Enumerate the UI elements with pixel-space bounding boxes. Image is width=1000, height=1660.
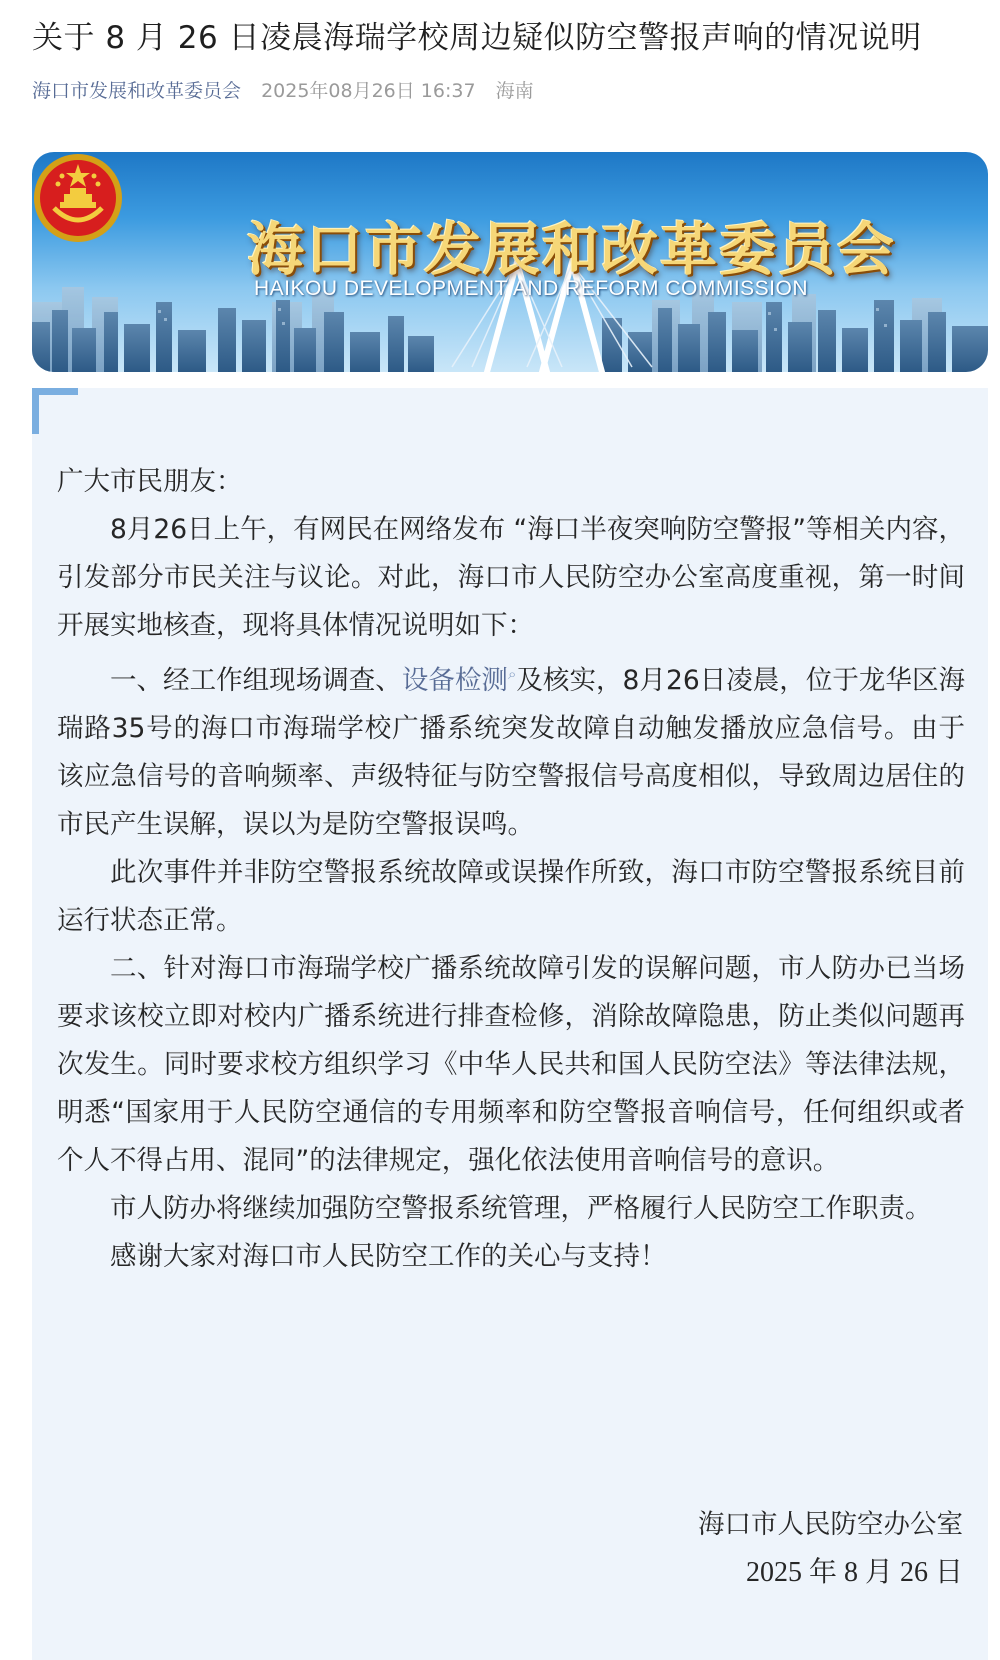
keyword-search-link[interactable]: 设备检测 [401,664,508,696]
banner-org-name-cn: 海口市发展和改革委员会 [247,216,896,283]
account-name-link[interactable]: 海口市发展和改革委员会 [32,80,242,102]
letter-paragraph [57,650,965,849]
paragraph-text: 一、经工作组现场调查、 [110,664,402,696]
national-emblem-icon [32,152,124,244]
signature-org: 海口市人民防空办公室 [698,1509,963,1540]
letter-paragraph: 二、针对海口市海瑞学校广播系统故障引发的误解问题，市人防办已当场要求该校立即对校内广播系统进行排查检修，消除故障隐患，防止类似问题再次发生。同时要求校方组织学习《中华人民共和国人民防空法》等法律法规，明悉“国家用于人民防空通信的专用频率和防空警报音响信号，任何组织或者个人不得占用、混同”的法律规定，强化依法使用音响信号的意识。 [57,952,965,1176]
article-meta [32,76,534,106]
paragraph-text: 及核实，8月26日凌晨，位于龙华区海瑞路35号的海口市海瑞学校广播系统突发故障自动触发播放应急信号。由于该应急信号的音响频率、声级特征与防空警报信号高度相似，导致周边居住的市民产生误解，误以为是防空警报误鸣。 [57,664,965,840]
letter-paragraph: 市人防办将继续加强防空警报系统管理，严格履行人民防空工作职责。 [110,1192,932,1224]
publish-time: 2025年08月26日 16:37 [261,80,476,102]
corner-bracket-decoration [32,388,78,434]
publish-location: 海南 [495,80,534,102]
letter-signature-block [698,1501,963,1597]
letter-content-box [32,388,988,1660]
article-title: 关于 8 月 26 日凌晨海瑞学校周边疑似防空警报声响的情况说明 [32,20,922,56]
header-banner-image [32,152,988,372]
search-icon[interactable]: ⌕ [507,665,517,683]
signature-date: 2025 年 8 月 26 日 [745,1557,963,1588]
letter-paragraph: 感谢大家对海口市人民防空工作的关心与支持！ [110,1240,667,1272]
letter-greeting: 广大市民朋友： [57,466,243,497]
banner-org-name-en: HAIKOU DEVELOPMENT AND REFORM COMMISSION [254,277,809,300]
letter-paragraph: 8月26日上午，有网民在网络发布 “海口半夜突响防空警报”等相关内容，引发部分市民关注与议论。对此，海口市人民防空办公室高度重视，第一时间开展实地核查，现将具体情况说明如下： [57,514,965,641]
letter-paragraph: 此次事件并非防空警报系统故障或误操作所致，海口市防空警报系统目前运行状态正常。 [57,856,965,936]
letter-body [57,458,965,1281]
